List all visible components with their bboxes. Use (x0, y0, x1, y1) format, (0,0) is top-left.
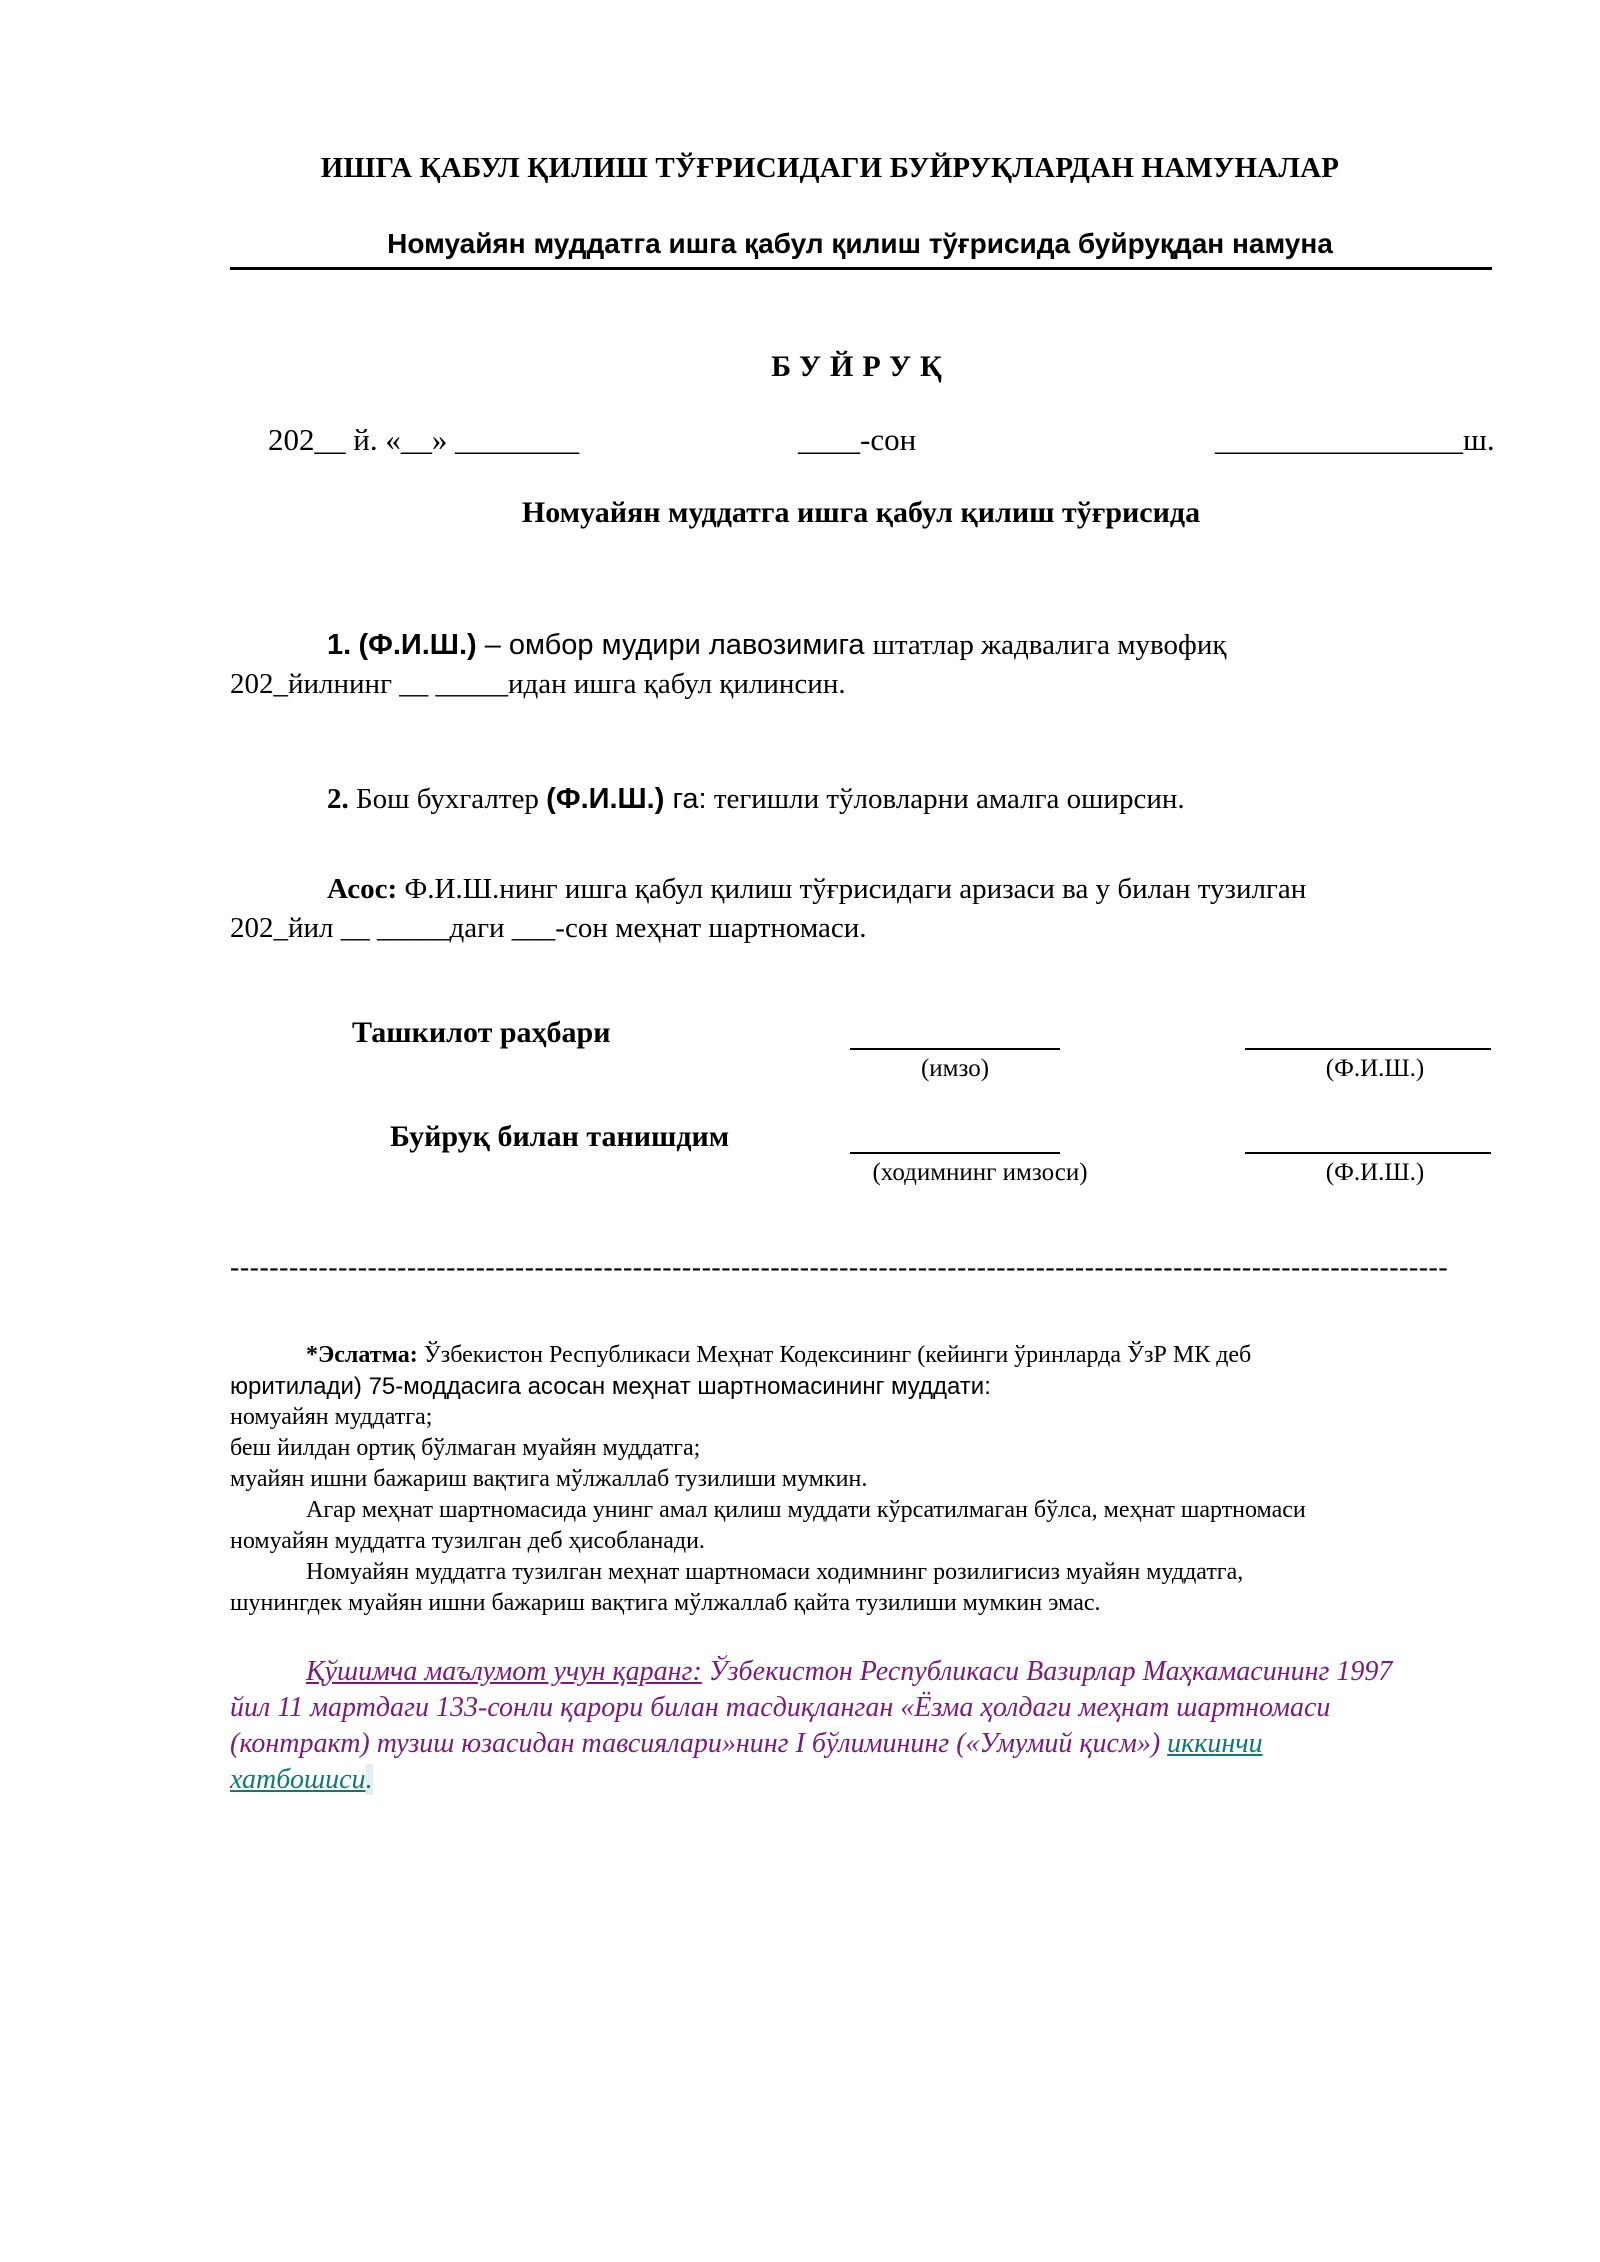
head-signature-label: Ташкилот раҳбари (352, 1016, 611, 1049)
head-signature-line (850, 1048, 1060, 1050)
reference-lead: Қўшимча маълумот учун қаранг: (306, 1656, 702, 1687)
ack-signature-line (850, 1152, 1060, 1154)
item-2-ga: га: (664, 783, 707, 815)
ack-signature-caption: (ходимнинг имзоси) (872, 1159, 1088, 1186)
item-1-number: 1. (327, 629, 352, 661)
head-fio-line (1245, 1048, 1491, 1050)
note-line-6: Агар меҳнат шартномасида унинг амал қилиш муддати кўрсатилмаган бўлса, меҳнат шартномаси (306, 1497, 1306, 1523)
note-line-3: номуайян муддатга; (230, 1404, 433, 1430)
order-number-line: ____-сон (798, 422, 917, 457)
item-2-number: 2. (327, 783, 349, 815)
note-line-4: беш йилдан ортиқ бўлмаган муайян муддатга; (230, 1435, 701, 1461)
note-line-8: Номуайян муддатга тузилган меҳнат шартномаси ходимнинг розилигисиз муайян муддатга, (306, 1559, 1244, 1585)
order-city-line: ________________ш. (1215, 422, 1495, 457)
basis-label: Асос: (327, 873, 398, 905)
order-item-1 (230, 626, 1492, 704)
order-item-2 (230, 780, 1492, 819)
note-line-1: Ўзбекистон Республикаси Меҳнат Кодексининг (кейинги ўринларда ЎзР МК деб (417, 1342, 1252, 1368)
item-1-line-2: 202_йилнинг __ _____идан ишга қабул қилинсин. (230, 668, 846, 700)
head-signature-caption: (имзо) (920, 1055, 990, 1082)
main-title: ИШГА ҚАБУЛ ҚИЛИШ ТЎҒРИСИДАГИ БУЙРУҚЛАРДАН НАМУНАЛАР (320, 152, 1340, 184)
head-fio-caption: (Ф.И.Ш.) (1325, 1055, 1425, 1082)
reference-line-2: йил 11 мартдаги 133-сонли қарори билан тасдиқланган «Ёзма ҳолдаги меҳнат шартномаси (230, 1692, 1331, 1723)
order-date-line: 202__ й. «__» ________ (268, 422, 580, 457)
note-block (230, 1340, 1492, 1619)
dashed-separator: ---------------------------------------------------------------------------------------------------------------------------- (230, 1252, 1449, 1283)
reference-block (230, 1654, 1492, 1798)
note-line-5: муайян ишни бажариш вақтига мўлжаллаб тузилиши мумкин. (230, 1466, 868, 1492)
reference-link-part-1[interactable]: иккинчи (1167, 1728, 1263, 1759)
title-divider (230, 267, 1492, 270)
note-line-7: номуайян муддатга тузилган деб ҳисобланади. (230, 1528, 705, 1554)
reference-line-3: (контракт) тузиш юзасидан тавсиялари»нинг I бўлимининг («Умумий қисм») (230, 1728, 1168, 1759)
note-label: *Эслатма: (306, 1342, 418, 1368)
item-2-text-a: Бош бухгалтер (348, 783, 547, 815)
item-1-fio: (Ф.И.Ш.) (358, 629, 477, 661)
ack-fio-caption: (Ф.И.Ш.) (1325, 1159, 1425, 1186)
order-subject: Номуайян муддатга ишга қабул қилиш тўғрисида (521, 496, 1201, 529)
note-line-2: юритилади) 75-моддасига асосан меҳнат шартномасининг муддати: (230, 1373, 991, 1400)
order-word: БУЙРУҚ (771, 350, 951, 383)
reference-link-part-2[interactable]: хатбошиси (230, 1764, 366, 1795)
reference-line-1: Ўзбекистон Республикаси Вазирлар Маҳкамасининг 1997 (701, 1656, 1393, 1687)
ack-signature-label: Буйруқ билан танишдим (390, 1120, 730, 1153)
document-subtitle: Номуайян муддатга ишга қабул қилиш тўғрисида буйруқдан намуна (387, 228, 1333, 259)
basis-text: Ф.И.Ш.нинг ишга қабул қилиш тўғрисидаги аризаси ва у билан тузилган (397, 873, 1307, 905)
item-1-text-b: штатлар жадвалига мувофиқ (872, 629, 1227, 661)
item-2-fio: (Ф.И.Ш.) (546, 783, 665, 815)
item-2-text-b: тегишли тўловларни амалга оширсин. (706, 783, 1185, 815)
order-basis (230, 870, 1492, 948)
basis-line-2: 202_йил __ _____даги ___-сон меҳнат шартномаси. (230, 912, 867, 944)
note-line-9: шунингдек муайян ишни бажариш вақтига мўлжаллаб қайта тузилиши мумкин эмас. (230, 1590, 1101, 1616)
item-1-text-a: – омбор мудири лавозимига (476, 629, 873, 661)
reference-end: . (365, 1764, 373, 1795)
ack-fio-line (1245, 1152, 1491, 1154)
